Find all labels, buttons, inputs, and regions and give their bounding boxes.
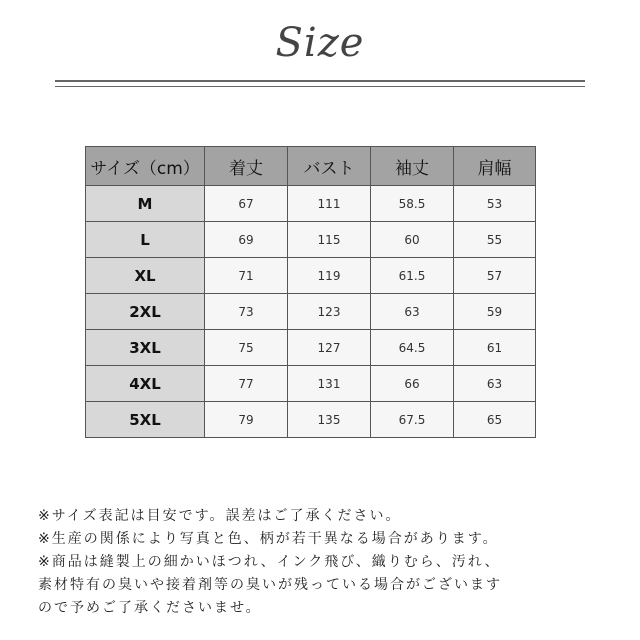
- size-label-cell: 5XL: [86, 402, 205, 438]
- measurement-cell-shoulder: 61: [454, 330, 536, 366]
- size-label-cell: 4XL: [86, 366, 205, 402]
- measurement-cell-bust: 115: [288, 222, 371, 258]
- measurement-cell-shoulder: 55: [454, 222, 536, 258]
- header-size: サイズ（cm）: [86, 147, 205, 186]
- table-row: [86, 330, 536, 366]
- measurement-cell-bust: 131: [288, 366, 371, 402]
- table-row: [86, 258, 536, 294]
- size-label-cell: 2XL: [86, 294, 205, 330]
- header-sleeve: 袖丈: [371, 147, 454, 186]
- measurement-cell-length: 71: [205, 258, 288, 294]
- size-label-cell: M: [86, 186, 205, 222]
- measurement-cell-length: 75: [205, 330, 288, 366]
- measurement-cell-length: 79: [205, 402, 288, 438]
- measurement-cell-bust: 135: [288, 402, 371, 438]
- size-label-cell: L: [86, 222, 205, 258]
- measurement-cell-shoulder: 59: [454, 294, 536, 330]
- table-row: [86, 294, 536, 330]
- header-length: 着丈: [205, 147, 288, 186]
- table-row: [86, 222, 536, 258]
- measurement-cell-shoulder: 65: [454, 402, 536, 438]
- note-line: ので予めご了承くださいませ。: [38, 600, 262, 616]
- measurement-cell-sleeve: 64.5: [371, 330, 454, 366]
- measurement-cell-length: 69: [205, 222, 288, 258]
- measurement-cell-sleeve: 60: [371, 222, 454, 258]
- measurement-cell-shoulder: 63: [454, 366, 536, 402]
- note-line: ※商品は縫製上の細かいほつれ、インク飛び、織りむら、汚れ、: [38, 554, 501, 570]
- page-title: Size: [275, 20, 365, 66]
- note-line: ※生産の関係により写真と色、柄が若干異なる場合があります。: [38, 531, 499, 547]
- header-bust: バスト: [288, 147, 371, 186]
- table-row: [86, 366, 536, 402]
- note-line: ※サイズ表記は目安です。誤差はご了承ください。: [38, 508, 402, 524]
- measurement-cell-length: 67: [205, 186, 288, 222]
- measurement-cell-bust: 111: [288, 186, 371, 222]
- size-table: [85, 146, 536, 438]
- notes: [38, 505, 618, 620]
- measurement-cell-shoulder: 53: [454, 186, 536, 222]
- size-table-header-row: [86, 147, 536, 186]
- size-label-cell: XL: [86, 258, 205, 294]
- title-divider-top: [55, 80, 585, 82]
- note-line: 素材特有の臭いや接着剤等の臭いが残っている場合がございます: [38, 577, 502, 593]
- measurement-cell-length: 77: [205, 366, 288, 402]
- measurement-cell-sleeve: 61.5: [371, 258, 454, 294]
- size-label-cell: 3XL: [86, 330, 205, 366]
- measurement-cell-bust: 127: [288, 330, 371, 366]
- measurement-cell-sleeve: 63: [371, 294, 454, 330]
- table-row: [86, 186, 536, 222]
- measurement-cell-bust: 119: [288, 258, 371, 294]
- title-divider-bottom: [55, 86, 585, 87]
- header-shoulder: 肩幅: [454, 147, 536, 186]
- measurement-cell-sleeve: 67.5: [371, 402, 454, 438]
- measurement-cell-shoulder: 57: [454, 258, 536, 294]
- measurement-cell-sleeve: 66: [371, 366, 454, 402]
- measurement-cell-length: 73: [205, 294, 288, 330]
- measurement-cell-bust: 123: [288, 294, 371, 330]
- measurement-cell-sleeve: 58.5: [371, 186, 454, 222]
- table-row: [86, 402, 536, 438]
